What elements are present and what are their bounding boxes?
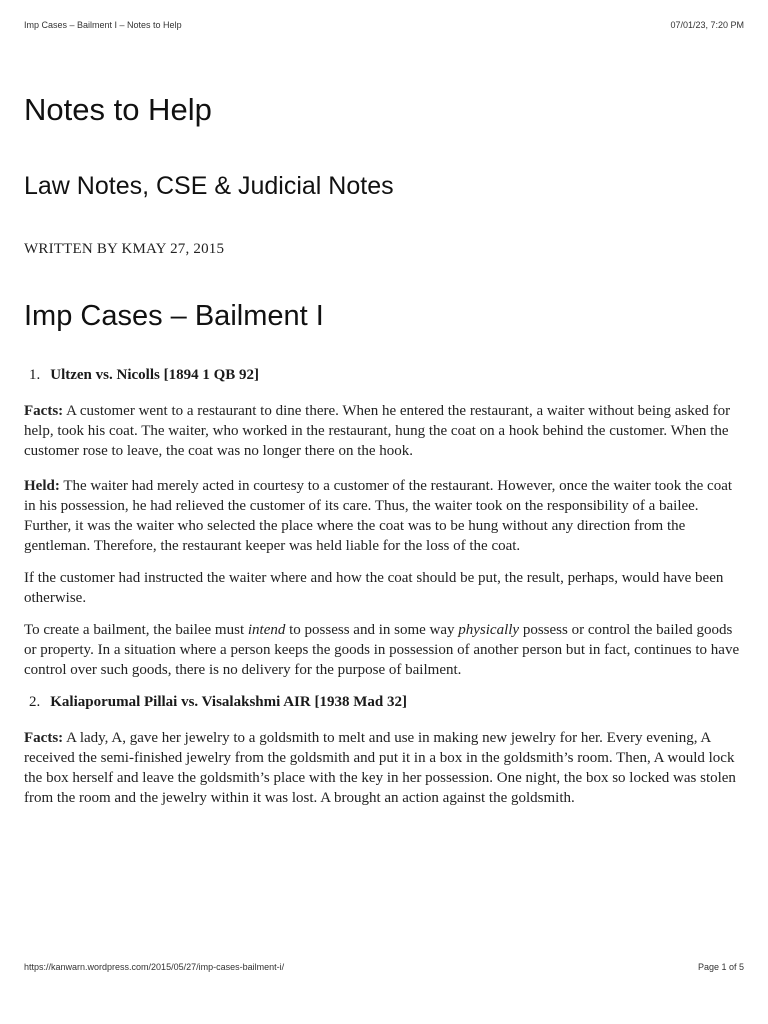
facts-label: Facts: xyxy=(24,730,64,746)
print-footer xyxy=(24,962,744,972)
emphasis-physically: physically xyxy=(458,622,520,638)
print-header-datetime: 07/01/23, 7:20 PM xyxy=(670,20,744,30)
para-text: possess or control the bailed goods or property. In a situation where a person keeps the goods in possession of another person but in fact, continues to have control over such goods, there is no delivery for the purpose of bailment. xyxy=(24,622,740,678)
footer-page-number: Page 1 of 5 xyxy=(697,962,744,972)
held-label: Held: xyxy=(24,478,60,494)
facts-label: Facts: xyxy=(24,403,64,419)
held-text: The waiter had merely acted in courtesy to a customer of the restaurant. However, once the waiter took the coat in his possession, he had relieved the customer of its care. Thus, the waiter took on the responsibility of a bailee. Further, it was the waiter who selected the place where the coat was to be hung without any direction from the gentleman. Therefore, the restaurant keeper was held liable for the loss of the coat. xyxy=(24,478,733,554)
case-1-held xyxy=(24,476,744,556)
case-list xyxy=(24,367,744,808)
facts-text: A lady, A, gave her jewelry to a goldsmith to melt and use in making new jewelry for her. Every evening, A received the semi-finished jewelry from the goldsmith and put it in a box in the goldsmith’s room. Then, A would lock the box herself and leave the goldsmith’s place with the key in her possession. One night, the box so locked was stolen from the room and the jewelry within it was lost. A brought an action against the goldsmith. xyxy=(24,730,736,806)
case-number: 2. xyxy=(29,694,41,710)
case-1-facts xyxy=(24,401,744,461)
case-number: 1. xyxy=(29,367,41,383)
case-1-para-4 xyxy=(24,620,744,680)
case-heading-text: Kaliaporumal Pillai vs. Visalakshmi AIR [1938 Mad 32] xyxy=(50,694,407,710)
para-text: To create a bailment, the bailee must xyxy=(24,622,248,638)
print-header-title: Imp Cases – Bailment I – Notes to Help xyxy=(24,20,182,30)
print-header xyxy=(24,20,744,30)
post-byline: WRITTEN BY KMAY 27, 2015 xyxy=(24,241,225,257)
post-title: Imp Cases – Bailment I xyxy=(24,300,324,332)
case-item-2 xyxy=(24,694,744,808)
case-1-para-3: If the customer had instructed the waiter where and how the coat should be put, the result, perhaps, would have been otherwise. xyxy=(24,570,724,606)
case-heading-text: Ultzen vs. Nicolls [1894 1 QB 92] xyxy=(50,367,259,383)
case-item-1 xyxy=(24,367,744,680)
case-heading-1 xyxy=(24,367,744,384)
emphasis-intend: intend xyxy=(247,622,286,638)
para-text: to possess and in some way xyxy=(285,622,459,638)
footer-url-link[interactable]: https://kanwarn.wordpress.com/2015/05/27/imp-cases-bailment-i/ xyxy=(24,962,285,972)
case-heading-2 xyxy=(24,694,744,711)
page-content xyxy=(24,92,744,808)
facts-text: A customer went to a restaurant to dine there. When he entered the restaurant, a waiter without being asked for help, took his coat. The waiter, who worked in the restaurant, hung the coat on a hook behind the customer. When the customer rose to leave, the coat was no longer there on the hook. xyxy=(24,403,731,459)
site-title[interactable]: Notes to Help xyxy=(24,92,212,127)
site-tagline: Law Notes, CSE & Judicial Notes xyxy=(24,172,394,200)
case-2-facts xyxy=(24,728,744,808)
